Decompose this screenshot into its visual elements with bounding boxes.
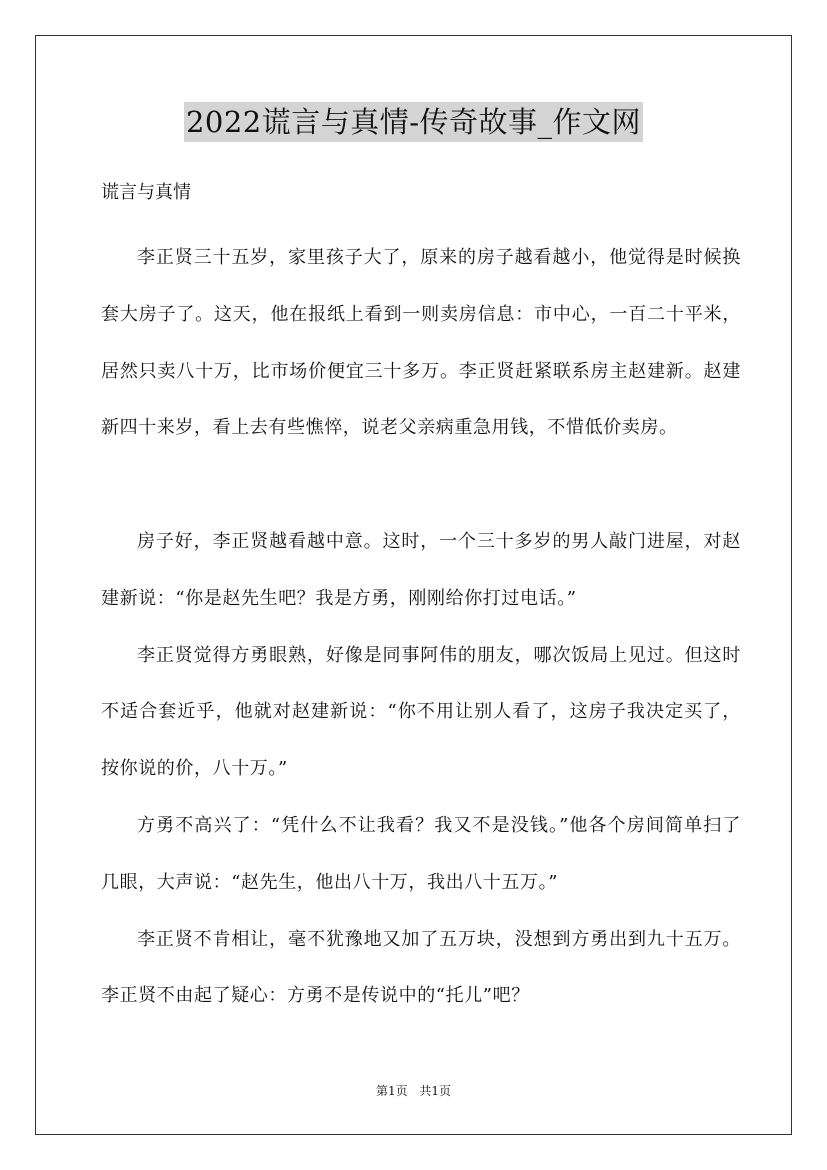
title-container xyxy=(0,102,827,142)
paragraph: 方勇不高兴了：“凭什么不让我看？我又不是没钱。”他各个房间简单扫了几眼，大声说：“赵先生，他出八十万，我出八十五万。” xyxy=(101,814,741,893)
paragraph: 李正贤觉得方勇眼熟，好像是同事阿伟的朋友，哪次饭局上见过。但这时不适合套近乎，他就对赵建新说：“你不用让别人看了，这房子我决定买了，按你说的价，八十万。” xyxy=(101,644,741,780)
paragraph: 李正贤不肯相让，毫不犹豫地又加了五万块，没想到方勇出到九十五万。李正贤不由起了疑心：方勇不是传说中的“托儿”吧？ xyxy=(101,928,741,1007)
paragraph: 李正贤三十五岁，家里孩子大了，原来的房子越看越小，他觉得是时候换套大房子了。这天，他在报纸上看到一则卖房信息：市中心，一百二十平米，居然只卖八十万，比市场价便宜三十多万。李正贤赶紧联系房主赵建新。赵建新四十来岁，看上去有些憔悴，说老父亲病重急用钱，不惜低价卖房。 xyxy=(101,247,741,439)
page-footer xyxy=(0,1082,827,1100)
document-subtitle: 谎言与真情 xyxy=(101,182,191,203)
paragraph: 房子好，李正贤越看越中意。这时，一个三十多岁的男人敲门进屋，对赵建新说：“你是赵先生吧？我是方勇，刚刚给你打过电话。” xyxy=(101,530,741,609)
page-number: 第1页 xyxy=(375,1084,408,1098)
page-total: 共1页 xyxy=(419,1084,452,1098)
document-title: 2022谎言与真情-传奇故事_作文网 xyxy=(184,102,643,142)
document-body xyxy=(101,230,741,1025)
